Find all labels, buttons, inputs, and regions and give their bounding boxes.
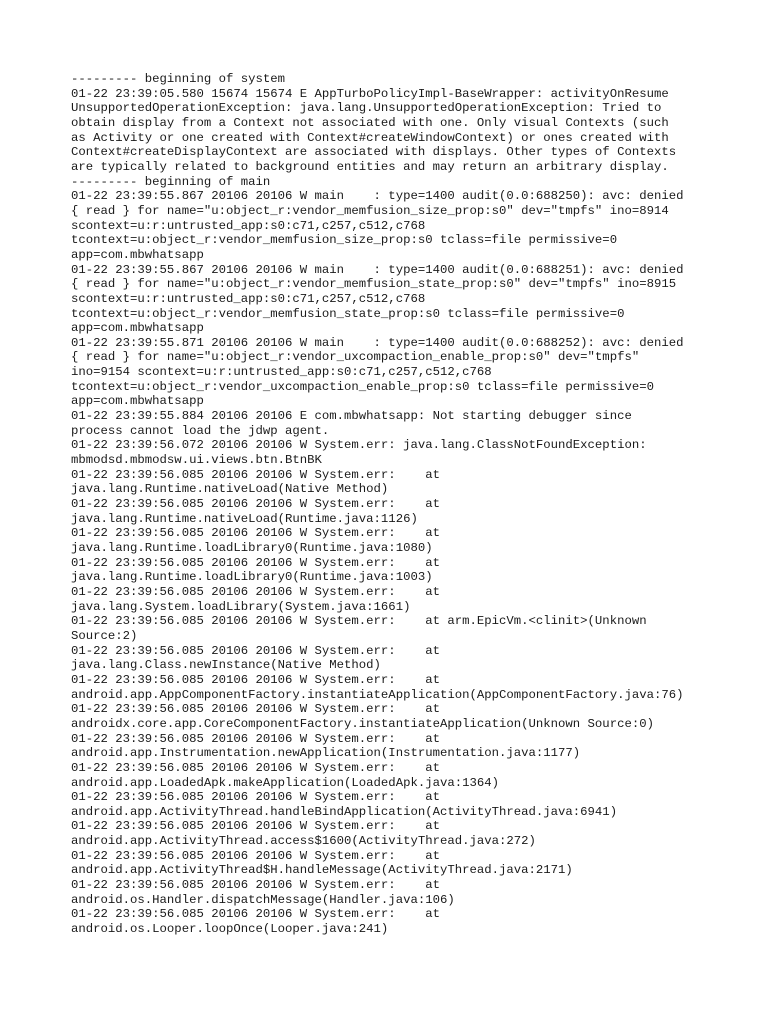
log-line: 01-22 23:39:56.085 20106 20106 W System.err: at xyxy=(71,819,440,834)
log-line: 01-22 23:39:56.085 20106 20106 W System.err: at xyxy=(71,672,440,687)
log-line: 01-22 23:39:56.085 20106 20106 W System.err: at arm.EpicVm.<clinit>(Unknown xyxy=(71,614,647,629)
log-line: 01-22 23:39:56.085 20106 20106 W System.err: at xyxy=(71,790,440,805)
log-line: mbmodsd.mbmodsw.ui.views.btn.BtnBK xyxy=(71,453,322,468)
log-line: java.lang.Runtime.nativeLoad(Runtime.java:1126) xyxy=(71,511,418,526)
log-line: --------- beginning of system xyxy=(71,72,286,86)
log-line: android.app.AppComponentFactory.instantiateApplication(AppComponentFactory.java:76) xyxy=(71,687,684,702)
log-line: app=com.mbwhatsapp xyxy=(71,247,204,262)
log-line: 01-22 23:39:55.867 20106 20106 W main : type=1400 audit(0.0:688251): avc: denied xyxy=(71,262,684,277)
log-line: { read } for name="u:object_r:vendor_memfusion_size_prop:s0" dev="tmpfs" ino=8914 xyxy=(71,203,669,218)
log-line: 01-22 23:39:05.580 15674 15674 E AppTurboPolicyImpl-BaseWrapper: activityOnResume xyxy=(71,86,669,101)
log-line: android.app.ActivityThread$H.handleMessage(ActivityThread.java:2171) xyxy=(71,863,573,878)
log-line: process cannot load the jdwp agent. xyxy=(71,423,330,438)
log-line: 01-22 23:39:56.085 20106 20106 W System.err: at xyxy=(71,555,440,570)
log-line: android.app.ActivityThread.handleBindApplication(ActivityThread.java:6941) xyxy=(71,804,618,819)
log-line: android.os.Looper.loopOnce(Looper.java:241) xyxy=(71,922,389,937)
log-line: scontext=u:r:untrusted_app:s0:c71,c257,c512,c768 xyxy=(71,218,426,233)
log-line: java.lang.Runtime.nativeLoad(Native Method) xyxy=(71,482,389,497)
log-line: as Activity or one created with Context#createWindowContext) or ones created with xyxy=(71,130,669,145)
log-line: --------- beginning of main xyxy=(71,174,271,189)
log-line: obtain display from a Context not associated with one. Only visual Contexts (such xyxy=(71,115,669,130)
log-line: 01-22 23:39:56.085 20106 20106 W System.err: at xyxy=(71,907,440,922)
log-line: java.lang.Runtime.loadLibrary0(Runtime.java:1080) xyxy=(71,541,433,555)
log-line: 01-22 23:39:56.085 20106 20106 W System.err: at xyxy=(71,702,440,717)
log-line: Context#createDisplayContext are associated with displays. Other types of Contexts xyxy=(71,145,677,160)
log-line: java.lang.Class.newInstance(Native Method) xyxy=(71,658,381,673)
log-line: are typically related to background entities and may return an arbitrary display. xyxy=(71,159,669,174)
log-line: 01-22 23:39:56.085 20106 20106 W System.err: at xyxy=(71,584,440,599)
log-line: java.lang.Runtime.loadLibrary0(Runtime.java:1003) xyxy=(71,570,433,585)
log-line: android.app.LoadedApk.makeApplication(LoadedApk.java:1364) xyxy=(71,775,500,790)
log-line: scontext=u:r:untrusted_app:s0:c71,c257,c512,c768 xyxy=(71,291,426,306)
log-line: tcontext=u:object_r:vendor_memfusion_state_prop:s0 tclass=file permissive=0 xyxy=(71,306,625,321)
log-line: { read } for name="u:object_r:vendor_memfusion_state_prop:s0" dev="tmpfs" ino=8915 xyxy=(71,277,677,292)
log-line: 01-22 23:39:56.072 20106 20106 W System.err: java.lang.ClassNotFoundException: xyxy=(71,438,647,453)
log-line: 01-22 23:39:56.085 20106 20106 W System.err: at xyxy=(71,497,440,512)
log-line: 01-22 23:39:55.884 20106 20106 E com.mbwhatsapp: Not starting debugger since xyxy=(71,409,632,424)
log-line: tcontext=u:object_r:vendor_memfusion_size_prop:s0 tclass=file permissive=0 xyxy=(71,233,618,248)
log-line: ino=9154 scontext=u:r:untrusted_app:s0:c71,c257,c512,c768 xyxy=(71,365,492,380)
log-line: app=com.mbwhatsapp xyxy=(71,394,204,409)
log-line: 01-22 23:39:55.867 20106 20106 W main : type=1400 audit(0.0:688250): avc: denied xyxy=(71,189,684,204)
log-line: 01-22 23:39:56.085 20106 20106 W System.err: at xyxy=(71,526,440,541)
log-line: android.app.ActivityThread.access$1600(ActivityThread.java:272) xyxy=(71,834,536,849)
log-line: { read } for name="u:object_r:vendor_uxcompaction_enable_prop:s0" dev="tmpfs" xyxy=(71,350,640,365)
log-line: android.app.Instrumentation.newApplication(Instrumentation.java:1177) xyxy=(71,746,581,761)
log-line: Source:2) xyxy=(71,628,138,643)
log-line: UnsupportedOperationException: java.lang.UnsupportedOperationException: Tried to xyxy=(71,101,662,116)
log-line: android.os.Handler.dispatchMessage(Handler.java:106) xyxy=(71,892,455,907)
log-line: 01-22 23:39:56.085 20106 20106 W System.err: at xyxy=(71,878,440,893)
log-line: 01-22 23:39:56.085 20106 20106 W System.err: at xyxy=(71,467,440,482)
log-text-block xyxy=(71,72,711,937)
log-line: androidx.core.app.CoreComponentFactory.instantiateApplication(Unknown Source:0) xyxy=(71,716,654,731)
log-line: java.lang.System.loadLibrary(System.java:1661) xyxy=(71,599,411,614)
log-line: 01-22 23:39:56.085 20106 20106 W System.err: at xyxy=(71,760,440,775)
log-line: 01-22 23:39:55.871 20106 20106 W main : type=1400 audit(0.0:688252): avc: denied xyxy=(71,335,684,350)
log-line: 01-22 23:39:56.085 20106 20106 W System.err: at xyxy=(71,848,440,863)
log-line: 01-22 23:39:56.085 20106 20106 W System.err: at xyxy=(71,731,440,746)
log-line: 01-22 23:39:56.085 20106 20106 W System.err: at xyxy=(71,643,440,658)
log-line: tcontext=u:object_r:vendor_uxcompaction_enable_prop:s0 tclass=file permissive=0 xyxy=(71,379,654,394)
log-line: app=com.mbwhatsapp xyxy=(71,321,204,336)
